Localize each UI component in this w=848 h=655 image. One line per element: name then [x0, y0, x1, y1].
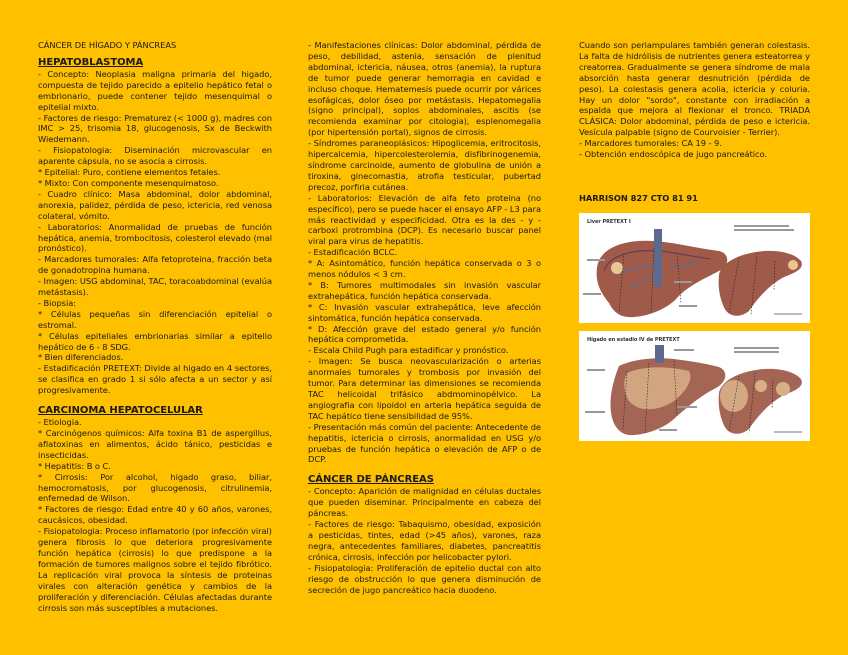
paragraph: * Mixto: Con componente mesenquimatoso. — [38, 177, 219, 188]
paragraph: - Biopsia: — [38, 297, 76, 308]
paragraph: - Laboratorios: Elevación de alfa feto proteina (no específico), pero se puede hacer el ensayo AFP - L3 para más reactividad y especificidad. Otra es la des - y - carboxi protrombina (DCP). Es necesario buscar panel viral para virus de hepatitis. — [308, 192, 541, 247]
paragraph: * Factores de riesgo: Edad entre 40 y 60 años, varones, caucásicos, obesidad. — [38, 504, 272, 526]
figure-liver-pretext-4 — [579, 331, 810, 441]
paragraph: - Factores de riesgo: Prematurez (< 1000 g), madres con IMC > 25, trisomia 18, glucogenosis, Sx de Beckwith Wiedemann. — [38, 112, 272, 145]
heading-cancer-pancreas: CÁNCER DE PÁNCREAS — [308, 474, 434, 486]
paragraph: * B: Tumores multimodales sin invasión vascular extrahepática, función hepática conservada. — [308, 279, 541, 301]
figure-caption: Liver PRETEXT I — [587, 218, 631, 225]
paragraph: * Bien diferenciados. — [38, 352, 124, 363]
paragraph: Cuando son periampulares también generan colestasis. La falta de hidrólisis de nutrientes genera esteatorrea y creatorrea. Gradualmente se genera síndrome de mala absorción hasta generar desnutrición (pérdida de peso). La colestasis genera acolia, ictericia y coluria. Hay un dolor "sordo", constante con irradiación a espalda que mejora al flexionar el tronco. TRIADA CLÁSICA: Dolor abdominal, pérdida de peso e ictericia. Vesícula palpable (signo de Courvoisier - Terrier). — [579, 40, 810, 138]
paragraph: - Presentación más común del paciente: Antecedente de hepatitis, ictericia o cirrosis, anormalidad en USG y/o pruebas de función hepática o elevación de AFP o de DCP. — [308, 421, 541, 465]
paragraph: - Etiologia. — [38, 417, 82, 428]
paragraph: - Obtención endoscópica de jugo pancreático. — [579, 149, 768, 160]
paragraph: - Fisiopatologia: Proliferación de epitelio ductal con alto riesgo de obstrucción lo que genera disminución de secreción de jugo pancreático hacia duodeno. — [308, 562, 541, 595]
heading-carcinoma-hepatocelular: CARCINOMA HEPATOCELULAR — [38, 405, 203, 417]
paragraph: - Concepto: Neoplasia maligna primaria del higado, compuesta de tejido parecido a epitelio hepático fetal o embrionario, puede contener tejido mesenquimal o epitelial mixto. — [38, 68, 272, 112]
paragraph: * Cirrosis: Por alcohol, higado graso, biliar, hemocromatosis, por glucogenosis, citrulinemia, enfemedad de Wilson. — [38, 471, 272, 504]
paragraph: * Células epiteliales embrionarias similar a epitelio hepático de 6 - 8 SDG. — [38, 330, 272, 352]
paragraph: - Factores de riesgo: Tabaquismo, obesidad, exposición a pesticidas, tintes, edad (>45 años), varones, raza negra, antecedentes familiares, diabetes, pancreatitis crónica, cirrosis, infección por helicobacter pylori. — [308, 519, 541, 562]
liver-illustration-icon — [579, 213, 810, 323]
paragraph: - Marcadores tumorales: Alfa fetoproteina, fracción beta de gonadotropina humana. — [38, 254, 272, 276]
paragraph: * Epitelial: Puro, contiene elementos fetales. — [38, 167, 221, 178]
paragraph: * A: Asintomático, función hepática conservada o 3 o menos nódulos < 3 cm. — [308, 258, 541, 280]
pancreas-continued — [579, 40, 810, 160]
carcinoma-continued — [308, 40, 541, 465]
liver-illustration-icon — [579, 331, 810, 441]
paragraph: - Estadificación PRETEXT: Divide al higado en 4 sectores, se clasifica en grado 1 si sólo afecta a un sector y así progresivamente. — [38, 363, 272, 396]
paragraph: - Síndromes paraneoplásicos: Hipoglicemia, eritrocitosis, hipercalcemia, hipercolesterolemia, disfibrinogenemia, síndrome carcinoide, aumento de globulina de unión a tiroxina, ginecomastia, atrofia testicular, pubertad precoz, porfiria cutánea. — [308, 138, 541, 192]
column-3 — [579, 40, 810, 449]
paragraph: * C: Invasión vascular extrahepática, leve afección sintomática, función hepática conservada. — [308, 301, 541, 323]
paragraph: * Carcinógenos químicos: Alfa toxina B1 de aspergillus, aflatoxinas en alimentos, ácido tánico, pesticidas e insecticidas. — [38, 428, 272, 460]
paragraph: * D: Afección grave del estado general y/o función hepática comprometida. — [308, 323, 541, 345]
heading-hepatoblastoma: HEPATOBLASTOMA — [38, 56, 144, 68]
pancreas-body — [308, 486, 541, 595]
column-2 — [308, 40, 541, 595]
paragraph: - Cuadro clínico: Masa abdominal, dolor abdominal, anorexia, palidez, pérdida de peso, ictericia, red venosa colateral, vómito. — [38, 188, 272, 221]
paragraph: - Imagen: USG abdominal, TAC, toracoabdominal (evalúa metástasis). — [38, 276, 272, 298]
paragraph: - Laboratorios: Anormalidad de pruebas de función hepática, anemia, trombocitosis, colesterol elevado (mal pronóstico). — [38, 221, 272, 254]
paragraph: - Fisiopatologia: Proceso inflamatorio (por infección viral) genera fibrosis lo que deteriora progresivamente función hepática (cirrosis) lo que predispone a la formación de tumores malignos sobre el tejido fibrótico. La replicación viral provoca la síntesis de proteinas virales con alteración genética y cambios de la proliferación y diferenciación. Células afectadas durante cirrosis son más susceptibles a mutaciones. — [38, 526, 272, 613]
figure-liver-pretext-1 — [579, 213, 810, 323]
carcinoma-body — [38, 417, 272, 613]
paragraph: * Células pequeñas sin diferenciación epitelial o estromal. — [38, 308, 272, 330]
reference-citation: HARRISON 827 CTO 81 91 — [579, 192, 698, 203]
paragraph: - Manifestaciones clínicas: Dolor abdominal, pérdida de peso, debilidad, astenia, sensación de plenitud abdominal, ictericia, náusea, otros (anemia), la ruptura de tumor puede generar hemorragia en cavidad e incluso choque. Hematemesis puede ocurrir por várices esofágicas, dolor óseo por metástasis. Hepatomegalia (signo principal), soplos abdominales, ascitis (se recomienda examinar por citologia), esplenomegalia (por hipertensión portal), signos de cirrosis. — [308, 40, 541, 138]
figure-caption: Hígado en estadio IV de PRETEXT — [587, 336, 680, 343]
paragraph: - Imagen: Se busca neovascularización o arterias anormales tumorales y trombosis por invasión del tumor. Para determinar las dimensiones se recomienda TAC helicoidal trifásico abdmominopélvico. La angiografia con lipoidol en arteria hepática seguida de TAC hepático tiene sensibilidad de 95%. — [308, 356, 541, 421]
paragraph: - Marcadores tumorales: CA 19 - 9. — [579, 138, 722, 149]
paragraph: - Escala Child Pugh para estadificar y pronóstico. — [308, 345, 509, 356]
hepatoblastoma-body — [38, 69, 272, 396]
paragraph: - Fisiopatologia: Diseminación microvascular en aparente cápsula, no se asocia a cirrosis. — [38, 145, 272, 167]
column-1 — [38, 40, 272, 613]
paragraph: * Hepatitis: B o C. — [38, 460, 111, 471]
paragraph: - Estadificación BCLC. — [308, 247, 398, 258]
document-title: CÁNCER DE HÌGADO Y PÁNCREAS — [38, 40, 177, 50]
paragraph: - Concepto: Aparición de malignidad en células ductales que pueden diseminar. Principalmente en cabeza del páncreas. — [308, 486, 541, 519]
